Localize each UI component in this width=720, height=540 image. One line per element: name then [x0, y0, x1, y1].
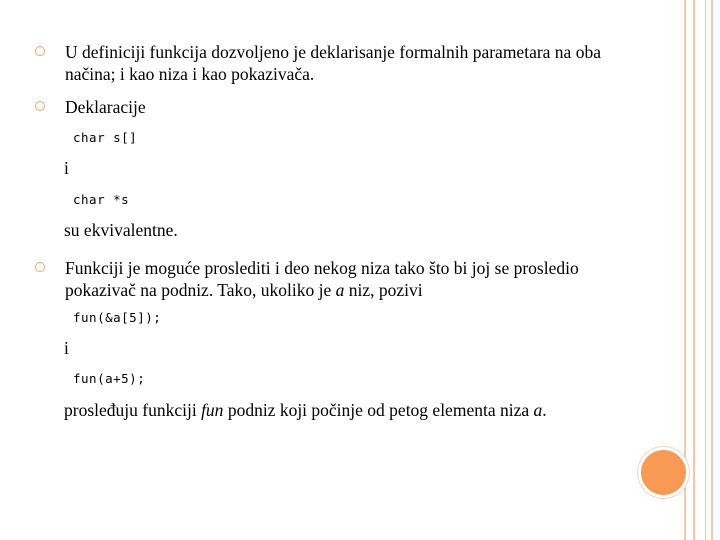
bullet-text: U definiciji funkcija dozvoljeno je deklarisanje formalnih parametara na oba načina; i kao niza i kao pokazivača.	[65, 42, 601, 84]
function-name: fun	[201, 400, 224, 420]
tail-middle: podniz koji počinje od petog elementa niza	[227, 400, 530, 420]
tail-text: su ekvivalentne.	[64, 220, 178, 240]
variable-a: a	[533, 400, 543, 420]
connector-text: i	[64, 158, 69, 178]
bullet-icon	[35, 46, 45, 56]
code-line: fun(&a[5]);	[73, 310, 162, 325]
bullet-text: Deklaracije	[65, 97, 146, 117]
tail-start: prosleđuju funkciji	[64, 400, 197, 420]
variable-a: a	[335, 280, 345, 300]
connector-text: i	[64, 338, 69, 358]
accent-circle	[641, 450, 686, 495]
bullet-text	[65, 257, 625, 301]
decorative-edge-line	[693, 0, 695, 540]
decorative-edge-line	[711, 0, 713, 540]
decorative-edge-line	[705, 0, 706, 540]
bullet-icon	[35, 101, 45, 111]
code-line: char *s	[73, 192, 130, 207]
bullet-icon	[35, 262, 45, 272]
decorative-edge-line	[684, 0, 686, 540]
bullet-text-start: Funkciji je moguće proslediti i deo nekog niza tako što bi joj se prosledio pokazivač na podniz. Tako, ukoliko je	[65, 258, 579, 300]
tail-text	[64, 400, 547, 421]
bullet-text-end: niz, pozivi	[348, 280, 423, 300]
code-line: fun(a+5);	[73, 371, 146, 386]
tail-end: .	[542, 400, 547, 420]
code-line: char s[]	[73, 130, 138, 145]
